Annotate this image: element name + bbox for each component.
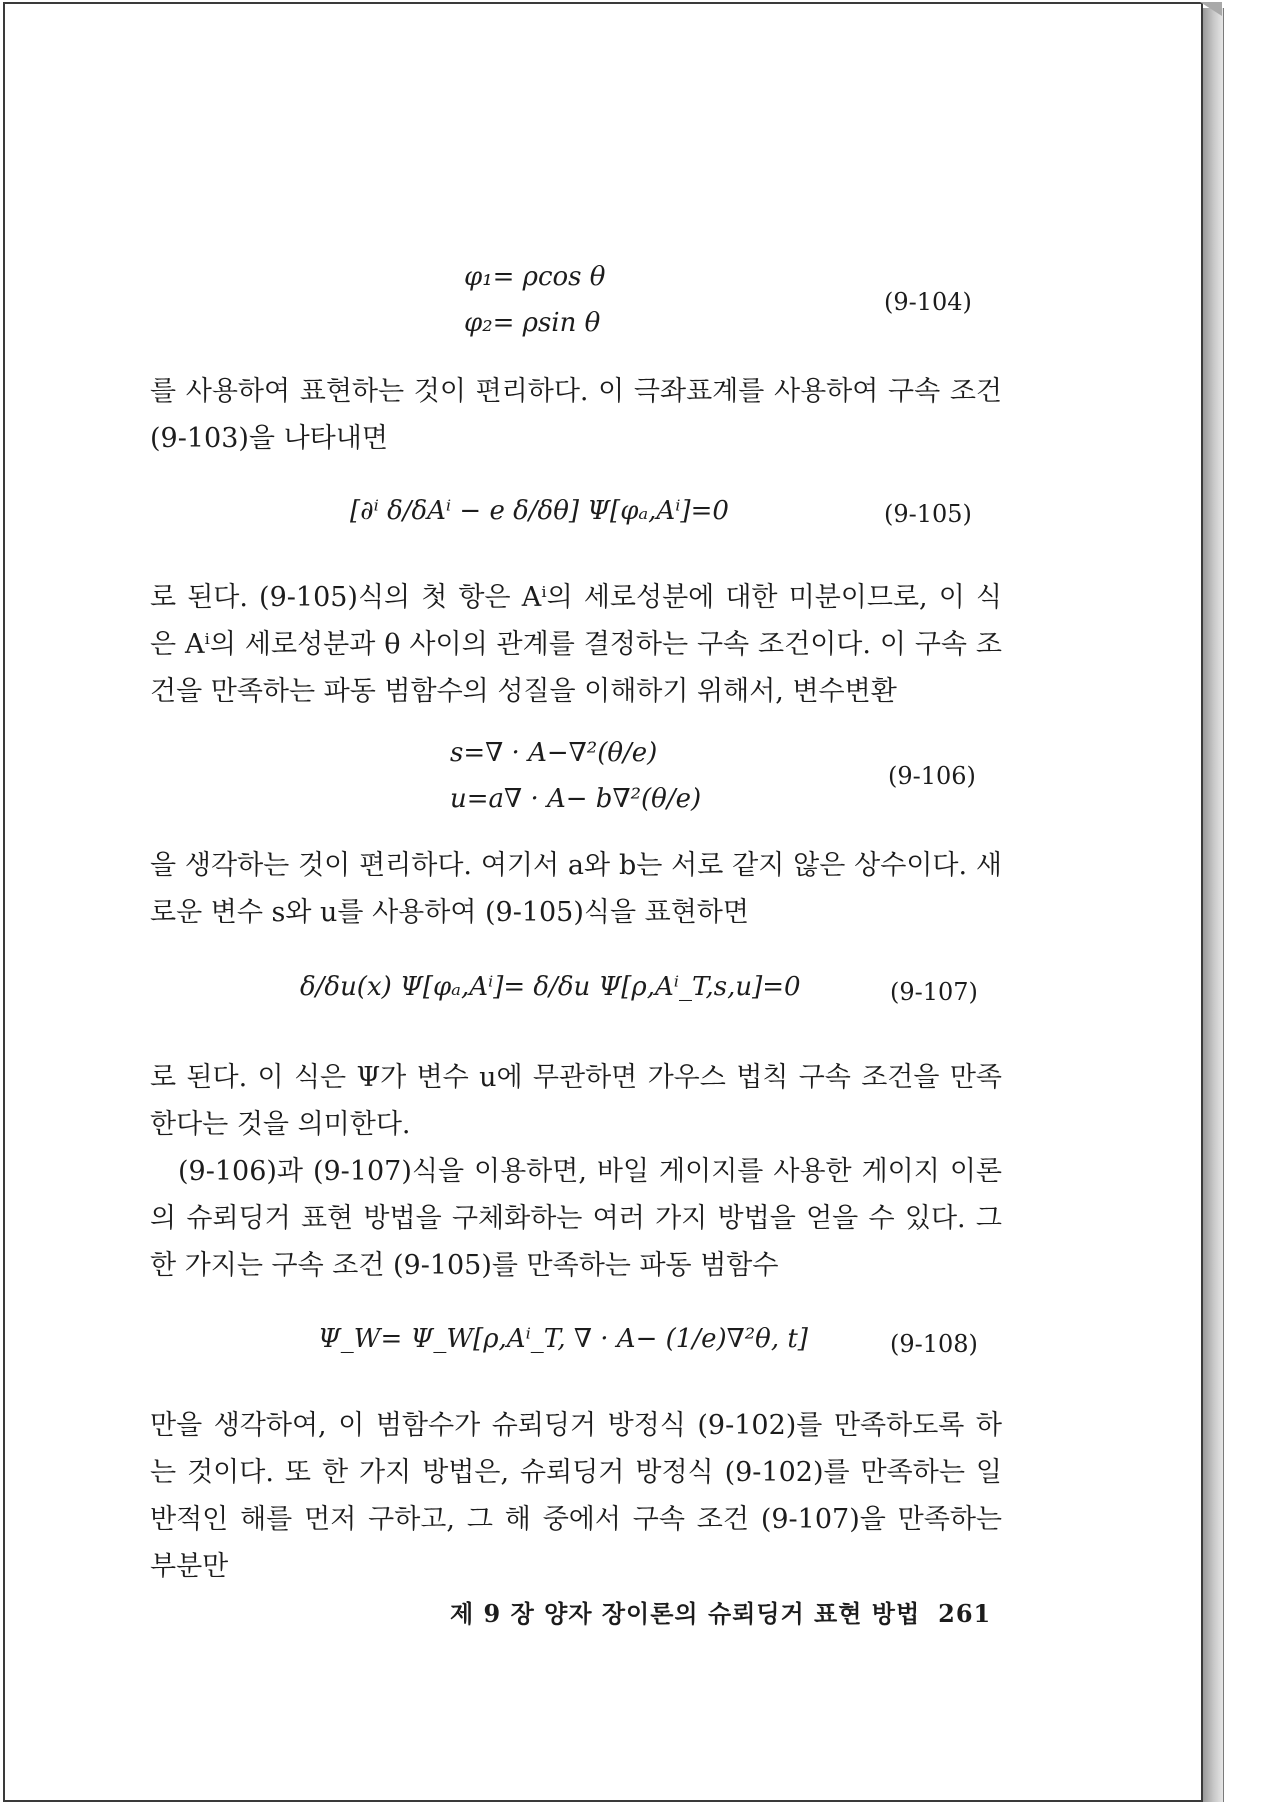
equation-number-9-105: (9-105) xyxy=(884,500,972,528)
equation-9-104-line2: φ₂= ρsin θ xyxy=(464,308,601,338)
paragraph-5: (9-106)과 (9-107)식을 이용하면, 바일 게이지를 사용한 게이지 이론의 슈뢰딩거 표현 방법을 구체화하는 여러 가지 방법을 얻을 수 있다. 그 한 가지는 구속 조건 (9-105)를 만족하는 파동 범함수 xyxy=(150,1156,1002,1281)
equation-9-106-line2: u=a∇ · A− b∇²(θ/e) xyxy=(450,784,702,814)
page-edge xyxy=(1203,8,1224,1802)
equation-number-9-104: (9-104) xyxy=(884,288,972,316)
chapter-title: 제 9 장 양자 장이론의 슈뢰딩거 표현 방법 xyxy=(450,1599,921,1628)
paragraph-4: 로 된다. 이 식은 Ψ가 변수 u에 무관하면 가우스 법칙 구속 조건을 만족한다는 것을 의미한다. xyxy=(150,1062,1002,1140)
equation-9-107: δ/δu(x) Ψ[φₐ,Aⁱ]= δ/δu Ψ[ρ,Aⁱ_T,s,u]=0 xyxy=(300,972,801,1002)
page-number: 261 xyxy=(938,1599,992,1628)
paragraph-3: 을 생각하는 것이 편리하다. 여기서 a와 b는 서로 같지 않은 상수이다. 새로운 변수 s와 u를 사용하여 (9-105)식을 표현하면 xyxy=(150,850,1002,928)
equation-9-105: [∂ⁱ δ/δAⁱ − e δ/δθ] Ψ[φₐ,Aⁱ]=0 xyxy=(350,496,729,526)
equation-number-9-107: (9-107) xyxy=(890,978,978,1006)
page-footer xyxy=(450,1594,991,1629)
equation-number-9-106: (9-106) xyxy=(888,762,976,790)
paragraph-1: 를 사용하여 표현하는 것이 편리하다. 이 극좌표계를 사용하여 구속 조건 (9-103)을 나타내면 xyxy=(150,376,1002,454)
equation-9-106-line1: s=∇ · A−∇²(θ/e) xyxy=(450,738,658,768)
paragraph-2: 로 된다. (9-105)식의 첫 항은 Aⁱ의 세로성분에 대한 미분이므로, 이 식은 Aⁱ의 세로성분과 θ 사이의 관계를 결정하는 구속 조건이다. 이 구속 조건을 만족하는 파동 범함수의 성질을 이해하기 위해서, 변수변환 xyxy=(150,582,1002,707)
equation-number-9-108: (9-108) xyxy=(890,1330,978,1358)
paragraph-6: 만을 생각하여, 이 범함수가 슈뢰딩거 방정식 (9-102)를 만족하도록 하는 것이다. 또 한 가지 방법은, 슈뢰딩거 방정식 (9-102)를 만족하는 일반적인 해를 먼저 구하고, 그 해 중에서 구속 조건 (9-107)을 만족하는 부분만 xyxy=(150,1410,1002,1582)
equation-9-108: Ψ_W= Ψ_W[ρ,Aⁱ_T, ∇ · A− (1/e)∇²θ, t] xyxy=(318,1324,808,1354)
page-corner xyxy=(1200,2,1222,16)
equation-9-104-line1: φ₁= ρcos θ xyxy=(464,262,606,292)
